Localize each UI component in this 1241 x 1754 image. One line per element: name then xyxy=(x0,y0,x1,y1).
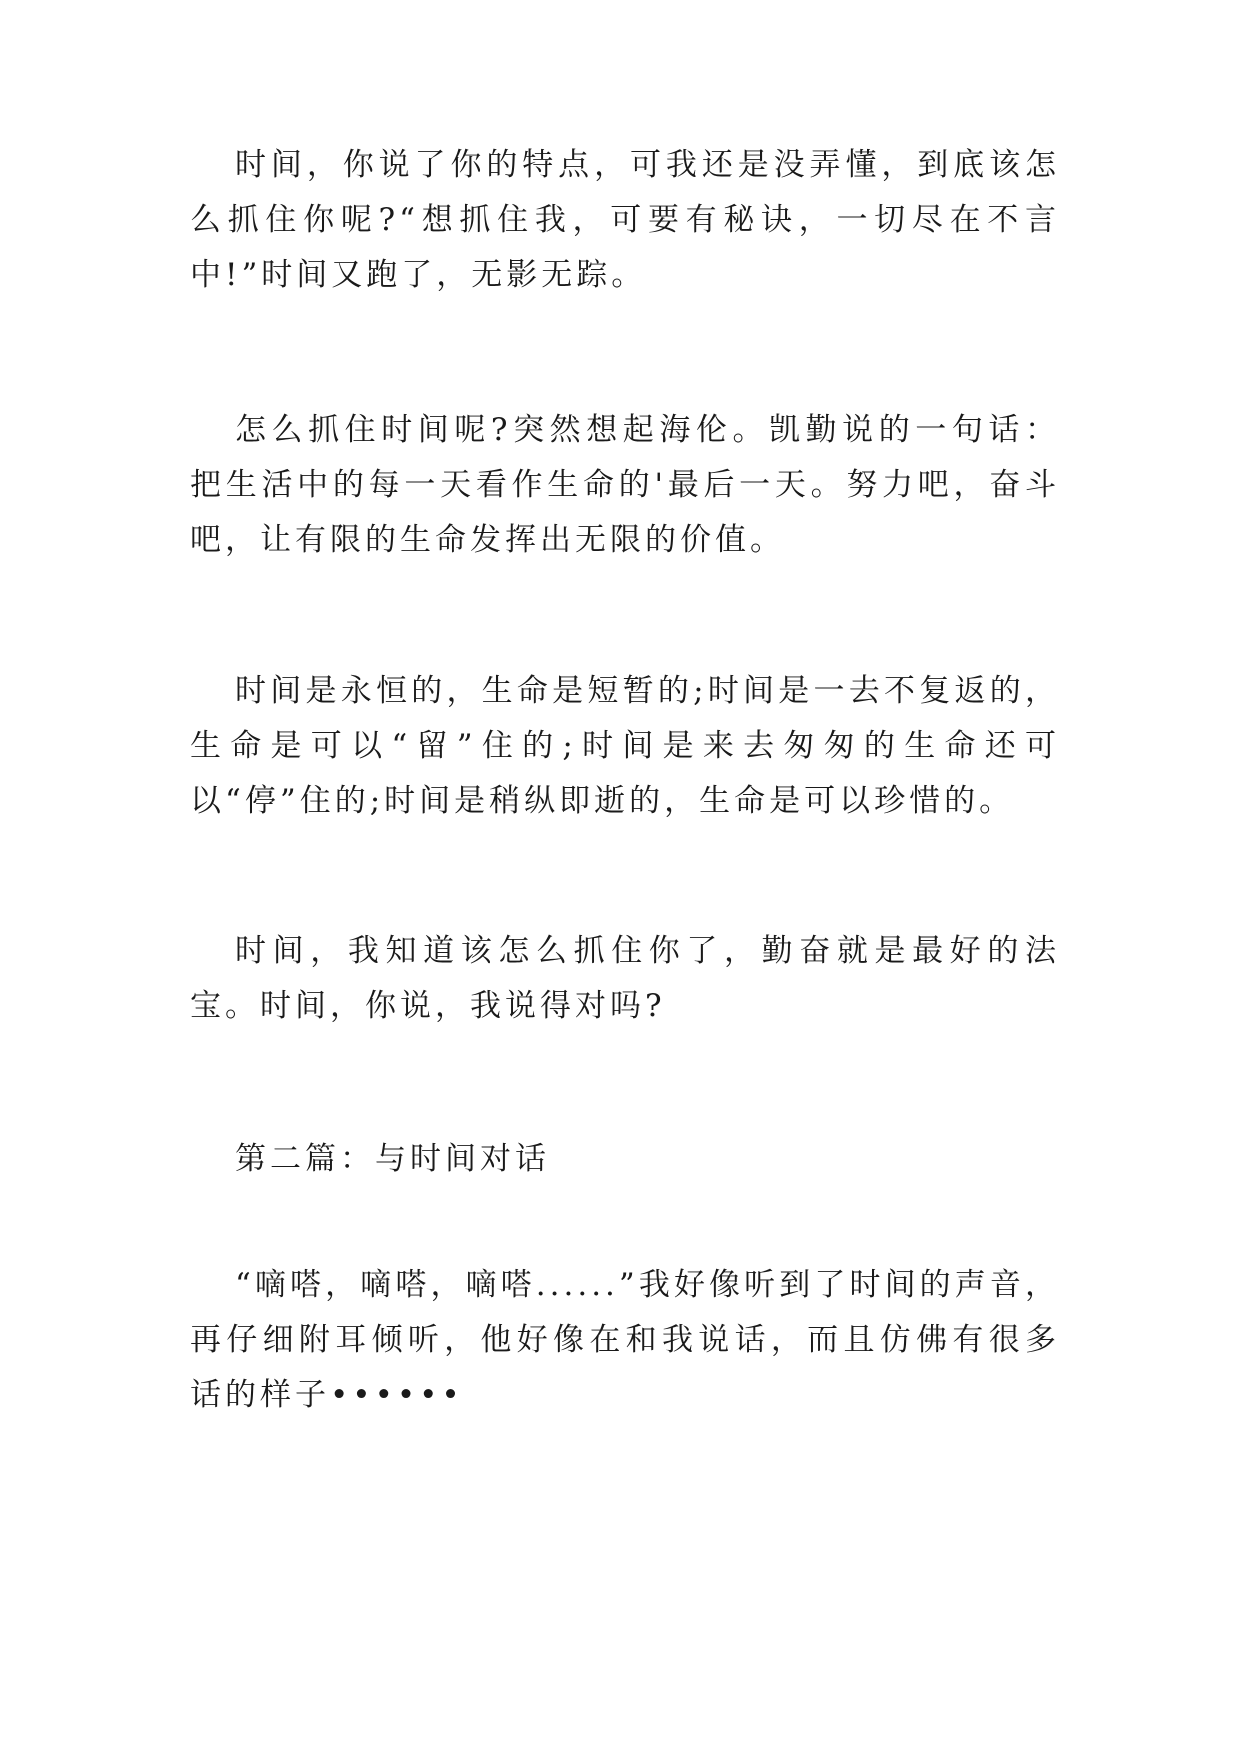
paragraph-5: “嘀嗒，嘀嗒，嘀嗒......”我好像听到了时间的声音，再仔细附耳倾听，他好像在和我说话，而且仿佛有很多话的样子•••••• xyxy=(190,1267,1060,1413)
paragraph-2: 怎么抓住时间呢?突然想起海伦。凯勤说的一句话：把生活中的每一天看作生命的'最后一天。努力吧，奋斗吧，让有限的生命发挥出无限的价值。 xyxy=(190,412,1060,558)
paragraph-1: 时间，你说了你的特点，可我还是没弄懂，到底该怎么抓住你呢?“想抓住我，可要有秘诀，一切尽在不言中!”时间又跑了，无影无踪。 xyxy=(190,147,1060,293)
section-heading: 第二篇：与时间对话 xyxy=(235,1141,550,1177)
paragraph-3: 时间是永恒的，生命是短暂的;时间是一去不复返的，生命是可以“留”住的;时间是来去匆匆的生命还可以“停”住的;时间是稍纵即逝的，生命是可以珍惜的。 xyxy=(190,673,1060,819)
paragraph-4: 时间，我知道该怎么抓住你了，勤奋就是最好的法宝。时间，你说，我说得对吗? xyxy=(190,933,1060,1024)
